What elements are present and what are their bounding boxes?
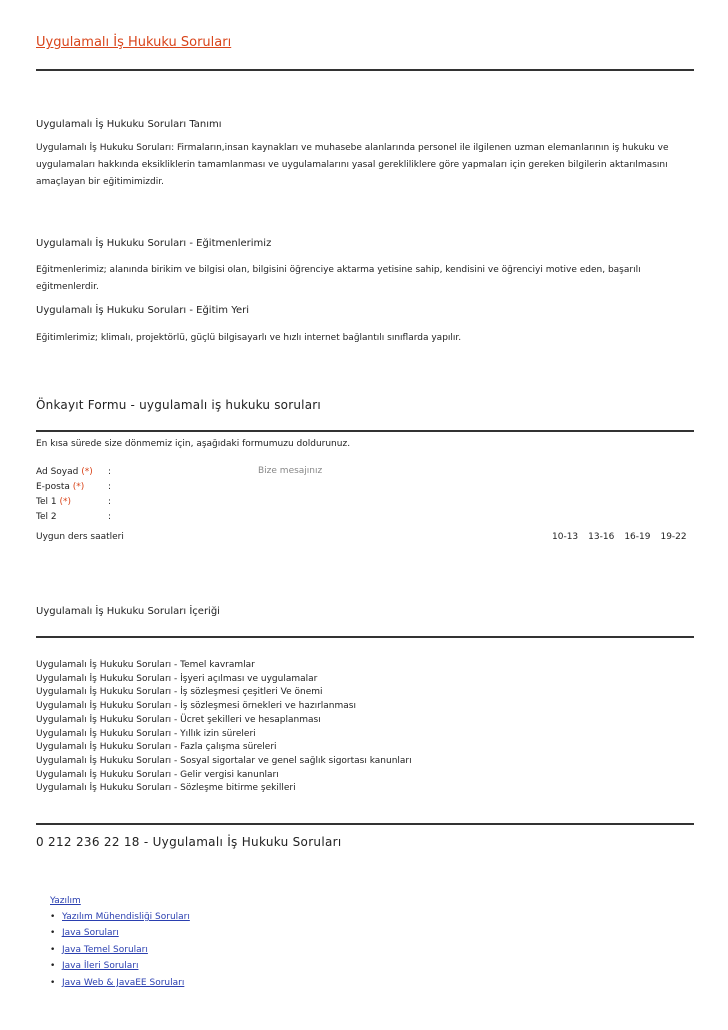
list-item: Uygulamalı İş Hukuku Soruları - İş sözleşmesi çeşitleri Ve önemi [36, 687, 323, 698]
field-label: E-posta (*) [36, 482, 85, 492]
nav-list-item [48, 925, 190, 941]
nav-link-list [48, 909, 190, 991]
field-label: Tel 2 [36, 512, 57, 522]
header-divider [36, 69, 694, 71]
list-item: Uygulamalı İş Hukuku Soruları - Gelir vergisi kanunları [36, 769, 279, 780]
phone-divider [36, 823, 694, 825]
form-row-name[interactable]: Ad Soyad (*) : [36, 465, 236, 480]
nav-heading-link[interactable]: Yazılım [50, 896, 81, 906]
definition-heading: Uygulamalı İş Hukuku Soruları Tanımı [36, 119, 222, 130]
nav-link-java-web[interactable]: Java Web & JavaEE Soruları [62, 977, 185, 988]
nav-link-java-basic[interactable]: Java Temel Soruları [62, 944, 148, 955]
nav-list-item [48, 942, 190, 958]
list-item: Uygulamalı İş Hukuku Soruları - Fazla çalışma süreleri [36, 742, 277, 753]
hour-option[interactable]: 19-22 [660, 532, 687, 542]
message-textarea[interactable]: Bize mesajınız [258, 466, 323, 476]
bullet-icon: • [50, 977, 56, 988]
list-item: Uygulamalı İş Hukuku Soruları - İşyeri açılması ve uygulamalar [36, 673, 318, 684]
hour-option[interactable]: 10-13 [552, 532, 579, 542]
form-heading: Önkayıt Formu - uygulamalı iş hukuku soruları [36, 398, 321, 412]
form-fields [36, 465, 236, 525]
field-label: Tel 1 (*) [36, 497, 71, 507]
contents-divider [36, 636, 694, 638]
hours-label: Uygun ders saatleri [36, 532, 124, 542]
list-item: Uygulamalı İş Hukuku Soruları - Sosyal sigortalar ve genel sağlık sigortası kanunları [36, 755, 412, 766]
trainers-text: Eğitmenlerimiz; alanında birikim ve bilgisi olan, bilgisini öğrenciye aktarma yetisine sahip, kendisini ve öğrenciyi motive eden, başarılı eğitmenlerdir. [36, 265, 641, 292]
hour-option[interactable]: 16-19 [624, 532, 651, 542]
location-text: Eğitimlerimiz; klimalı, projektörlü, güçlü bilgisayarlı ve hızlı internet bağlantılı sınıflarda yapılır. [36, 333, 462, 343]
field-label: Ad Soyad (*) [36, 467, 93, 477]
trainers-heading: Uygulamalı İş Hukuku Soruları - Eğitmenlerimiz [36, 238, 272, 249]
page-title-link[interactable]: Uygulamalı İş Hukuku Soruları [36, 35, 232, 50]
bullet-icon: • [50, 928, 56, 939]
hours-options [542, 530, 687, 545]
location-heading: Uygulamalı İş Hukuku Soruları - Eğitim Yeri [36, 305, 250, 316]
form-row-email[interactable]: E-posta (*) : [36, 480, 236, 495]
list-item: Uygulamalı İş Hukuku Soruları - Ücret şekilleri ve hesaplanması [36, 714, 321, 725]
phone-heading: 0 212 236 22 18 - Uygulamalı İş Hukuku Soruları [36, 835, 342, 849]
nav-list-item [48, 958, 190, 974]
list-item: Uygulamalı İş Hukuku Soruları - İş sözleşmesi örnekleri ve hazırlanması [36, 701, 356, 712]
bullet-icon: • [50, 912, 56, 922]
form-row-tel2[interactable]: Tel 2 : [36, 510, 236, 525]
list-item: Uygulamalı İş Hukuku Soruları - Yıllık izin süreleri [36, 728, 256, 739]
form-intro: En kısa sürede size dönmemiz için, aşağıdaki formumuzu doldurunuz. [36, 439, 351, 449]
contents-heading: Uygulamalı İş Hukuku Soruları İçeriği [36, 606, 220, 617]
definition-text: Uygulamalı İş Hukuku Soruları: Firmaların,insan kaynakları ve muhasebe alanlarında personel ile ilgilenen uzman elemanlarının iş hukuku ve uygulamaları hakkında eksikliklerin tamamlanması ve uygulamalarını yasal gerekliliklere göre yapmaları için gereken bilgilerin aktarılmasını amaçlayan bir eğitimimizdir. [36, 143, 669, 187]
form-divider [36, 430, 694, 432]
bullet-icon: • [50, 961, 56, 972]
form-row-tel1[interactable]: Tel 1 (*) : [36, 495, 236, 510]
nav-list-item [48, 909, 190, 925]
list-item: Uygulamalı İş Hukuku Soruları - Temel kavramlar [36, 660, 255, 670]
nav-link-java-advanced[interactable]: Java İleri Soruları [62, 961, 139, 972]
list-item: Uygulamalı İş Hukuku Soruları - Sözleşme bitirme şekilleri [36, 783, 296, 794]
nav-link-java[interactable]: Java Soruları [62, 928, 119, 939]
contents-list [36, 659, 696, 796]
hour-option[interactable]: 13-16 [588, 532, 615, 542]
bullet-icon: • [50, 944, 56, 955]
nav-list-item [48, 975, 190, 991]
nav-link-software-engineering[interactable]: Yazılım Mühendisliği Soruları [62, 912, 190, 922]
